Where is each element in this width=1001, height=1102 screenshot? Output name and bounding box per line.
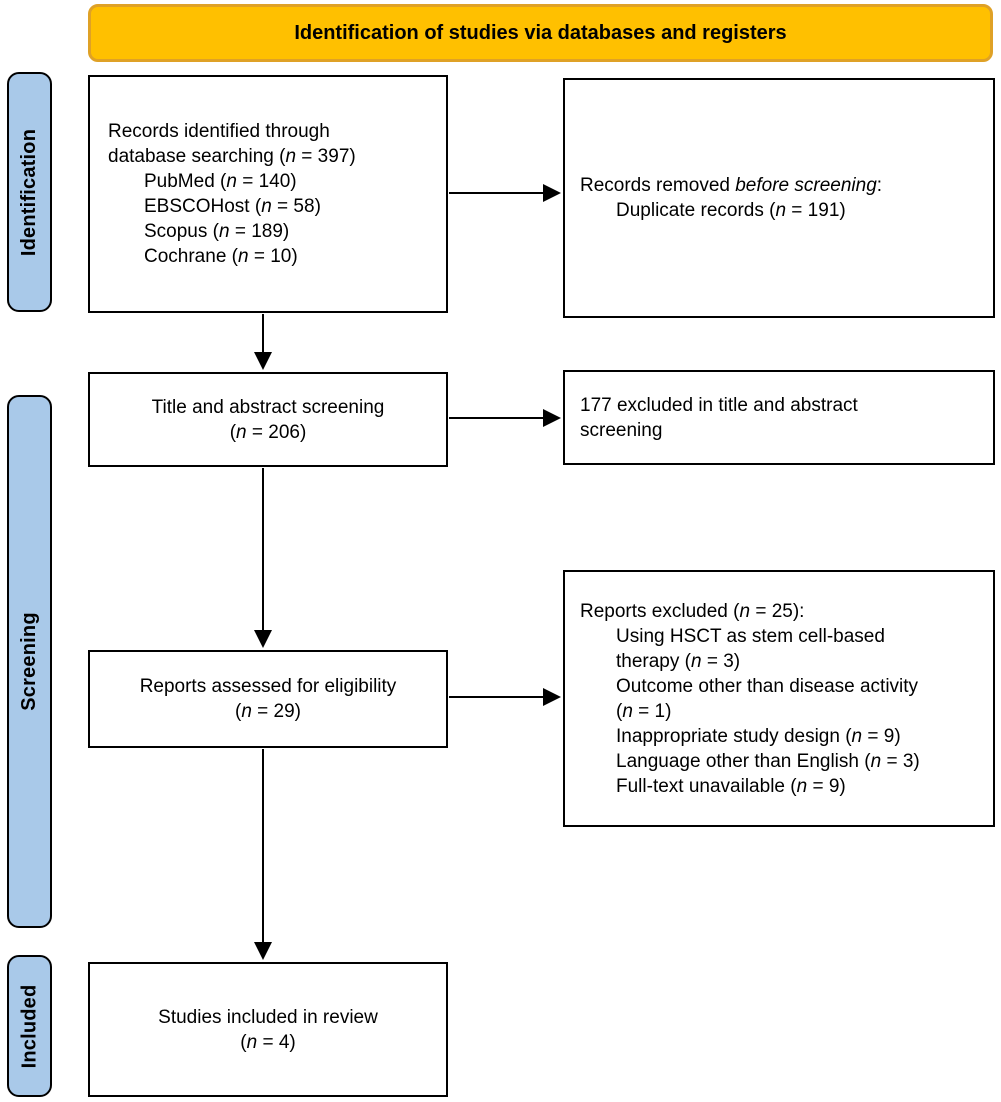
text-line: Studies included in review	[158, 1006, 378, 1028]
text-line: Inappropriate study design (n = 9)	[616, 725, 901, 747]
box-title-abstract-screening	[88, 372, 448, 467]
arrow-assessed-to-included	[254, 749, 272, 960]
text-line: Scopus (n = 189)	[144, 221, 290, 242]
text-line: Using HSCT as stem cell-based	[616, 625, 885, 647]
box-records-removed-before-screening	[563, 78, 995, 318]
text-line: PubMed (n = 140)	[144, 171, 297, 192]
text-line: Cochrane (n = 10)	[144, 246, 298, 267]
text-line: Title and abstract screening	[151, 396, 385, 418]
box-studies-included-review	[88, 962, 448, 1097]
stage-label-included	[7, 955, 52, 1097]
text-line: (n = 29)	[234, 701, 302, 722]
text-line: therapy (n = 3)	[616, 650, 741, 672]
banner-identification-via-databases	[88, 4, 993, 62]
text-line: Records identified through	[108, 121, 330, 142]
text-line: Reports excluded (n = 25):	[580, 600, 805, 622]
text-line: screening	[580, 419, 663, 441]
arrow-assessed-to-excluded	[449, 688, 561, 706]
text-line: Records removed before screening:	[580, 175, 883, 196]
text-line: Reports assessed for eligibility	[139, 676, 397, 697]
text-line: (n = 1)	[616, 700, 672, 722]
box-reports-assessed-eligibility	[88, 650, 448, 748]
text-line: Outcome other than disease activity	[616, 675, 919, 697]
text-line: database searching (n = 397)	[108, 146, 356, 167]
text-line: Duplicate records (n = 191)	[616, 200, 846, 221]
text-line: (n = 206)	[229, 421, 307, 443]
stage-label-included-text: Included	[18, 984, 41, 1068]
text-line: Language other than English (n = 3)	[616, 750, 920, 772]
text-line: 177 excluded in title and abstract	[580, 394, 858, 416]
banner-title: Identification of studies via databases and registers	[294, 21, 787, 44]
arrow-title-abstract-to-assessed	[254, 468, 272, 648]
text-line: EBSCOHost (n = 58)	[144, 196, 321, 217]
text-line: Full-text unavailable (n = 9)	[616, 775, 846, 797]
text-line: (n = 4)	[240, 1031, 296, 1053]
box-excluded-title-abstract	[563, 370, 995, 465]
box-reports-excluded	[563, 570, 995, 827]
box-records-identified	[88, 75, 448, 313]
stage-label-identification-text: Identification	[18, 128, 40, 256]
arrow-identified-to-removed	[449, 184, 561, 202]
arrow-identified-to-title-abstract	[254, 314, 272, 370]
arrow-title-abstract-to-excluded	[449, 409, 561, 427]
stage-label-screening	[7, 395, 52, 928]
stage-label-screening-text: Screening	[18, 612, 40, 711]
stage-label-identification	[7, 72, 52, 312]
